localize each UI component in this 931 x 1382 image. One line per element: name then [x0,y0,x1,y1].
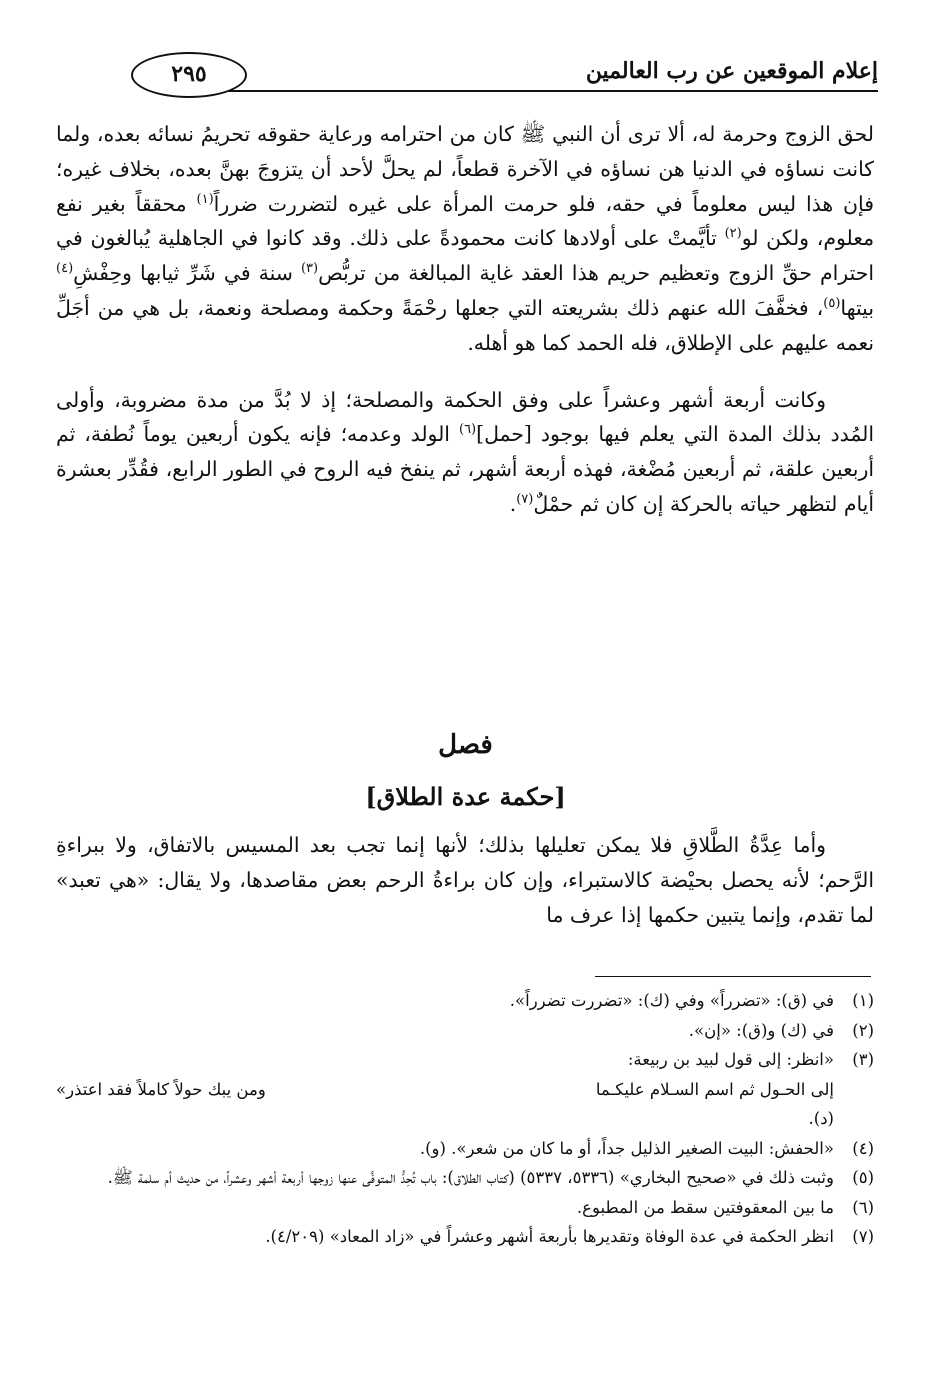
poem-verse [56,1075,874,1105]
footnote-6 [56,1193,874,1223]
header-rule [199,90,878,92]
page-header [95,40,878,102]
footnote-5 [56,1163,874,1193]
footnote-text: وثبت ذلك في «صحيح البخاري» (٥٣٣٦، ٥٣٣٧) (كتاب الطلاق): باب تُحِدُّ المتوفَّى عنها زوجها أربعة أشهر وعشراً، من حديث أم سلمة ﷺ. [107,1168,834,1187]
footnote-text: «الحفش: البيت الصغير الذليل جداً، أو ما كان من شعر». (و). [419,1138,834,1158]
page-number: ٢٩٥ [131,52,247,98]
footnote-3 [56,1045,874,1075]
main-text-2 [56,828,874,932]
footnote-7 [56,1222,874,1252]
main-text [56,117,874,522]
footnote-text: «انظر: إلى قول لبيد بن ربيعة: [627,1050,834,1069]
footnote-number: (٤) [852,1138,874,1158]
poem-source: (د). [808,1109,834,1128]
footnote-number: (٢) [852,1020,874,1040]
footnote-text: في (ق): «تضرراً» وفي (ك): «تضررت تضرراً». [509,991,834,1010]
poem-source-line [56,1104,874,1134]
poem-hemistich-1: إلى الحـول ثم اسم السـلام عليكـما [595,1079,834,1099]
footnote-rule [595,976,871,977]
footnote-ref-5[interactable]: (٥) [823,296,841,312]
footnote-number: (١) [852,991,874,1010]
footnote-ref-6[interactable]: (٦) [458,422,477,438]
footnote-number: (٧) [852,1227,874,1246]
section-subtitle: [حكمة عدة الطلاق] [365,782,566,811]
footnote-ref-1[interactable]: (١) [196,191,214,207]
paragraph-2: وكانت أربعة أشهر وعشراً على وفق الحكمة والمصلحة؛ إذ لا بُدَّ من مدة مضروبة، وأولى المُدد بذلك المدة التي يعلم فيها بوجود [حمل]$^{(٦)}$ الولد وعدمه؛ فإنه يكون أربعين يوماً نُطفة، ثم أربعين علقة، ثم أربعين مُضْغة، فهذه أربعة أشهر، ثم ينفخ فيه الروح في الطور الرابع، فقُدِّر بعشرة أيام لتظهر حياته بالحركة إن كان ثم حمْلٌ$^{(٧)}$. [56,387,875,516]
footnote-2 [56,1016,874,1046]
footnote-1 [56,986,874,1016]
footnote-number: (٦) [852,1197,874,1217]
footnote-number: (٥) [852,1168,874,1187]
paragraph-1: لحق الزوج وحرمة له، ألا ترى أن النبي ﷺ كان من احترامه ورعاية حقوقه تحريمُ نسائه بعده، ولما كانت نساؤه في الدنيا هن نساؤه في الآخرة قطعاً، لم يحلَّ لأحد أن يتزوجَ بهنَّ بعده، بخلاف غيره؛ فإن هذا ليس معلوماً في حقه، فلو حرمت المرأة على غيره لتضررت ضرراً$^{(١)}$ محققاً بغير نفع معلوم، ولكن لو$^{(٢)}$ تأيَّمتْ على أولادها كانت محمودةً على ذلك. وقد كانوا في الجاهلية يُبالغون في احترام حقِّ الزوج وتعظيم حريم هذا العقد غاية المبالغة من تربُّص$^{(٣)}$ سنة في شَرِّ ثيابها وحِفْشِ$^{(٤)}$ بيتها$^{(٥)}$، فخفَّفَ الله عنهم ذلك بشريعته التي جعلها رحْمَةً وحكمة ومصلحة ونعمة، بل هي من أجَلِّ نعمه عليهم على الإطلاق، فله الحمد كما هو أهله. [56,122,874,355]
footnote-ref-4[interactable]: (٤) [56,261,74,277]
footnote-4 [56,1134,874,1164]
footnotes [56,986,874,1252]
footnote-ref-2[interactable]: (٢) [724,226,742,242]
footnote-text: ما بين المعقوفتين سقط من المطبوع. [576,1197,834,1217]
footnote-text: في (ك) و(ق): «إن». [688,1020,834,1040]
footnote-ref-3[interactable]: (٣) [300,261,319,277]
book-title: إعلام الموقعين عن رب العالمين [585,58,878,84]
paragraph-3: وأما عِدَّةُ الطَّلاقِ فلا يمكن تعليلها بذلك؛ لأنها إنما تجب بعد المسيس بالاتفاق، ولا ببراءةِ الرَّحم؛ لأنه يحصل بحيْضة كالاستبراء، وإن كان براءةُ الرحم بعض مقاصدها، ولا يقال: «هي تعبد» لما تقدم، وإنما يتبين حكمها إذا عرف ما [56,833,874,927]
poem-hemistich-2: ومن يبك حولاً كاملاً فقد اعتذر» [56,1079,266,1099]
footnote-ref-7[interactable]: (٧) [516,492,534,508]
section-title: فصل [438,730,493,760]
footnote-number: (٣) [852,1050,874,1069]
footnote-text: انظر الحكمة في عدة الوفاة وتقديرها بأربعة أشهر وعشراً في «زاد المعاد» (٤/٢٠٩). [265,1227,834,1246]
